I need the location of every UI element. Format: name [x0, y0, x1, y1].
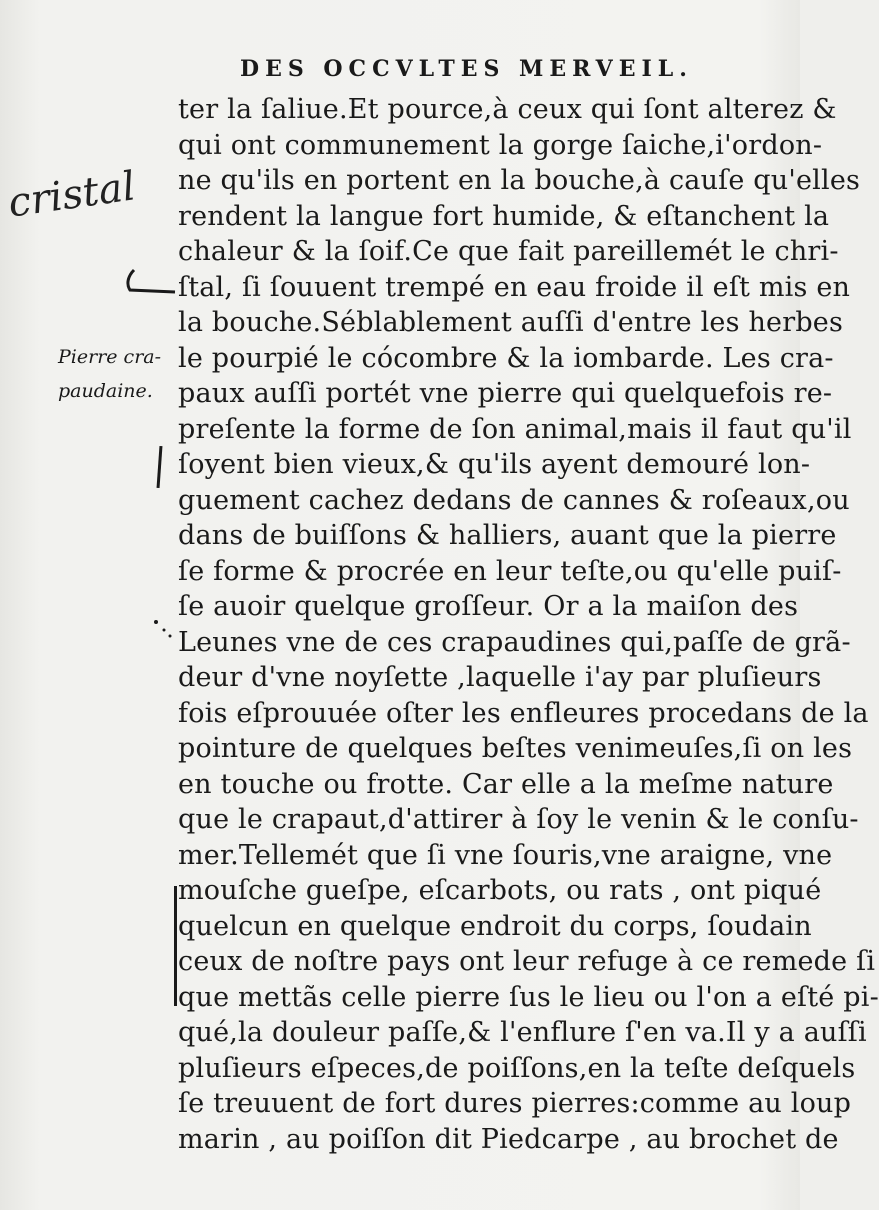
text-line: que le crapaut,d'attirer à ſoy le venin & le conſu- — [178, 804, 859, 835]
text-line: le pourpié le cócombre & la iombarde. Les cra- — [178, 342, 834, 374]
text-line: paux auſſi portét vne pierre qui quelquefois re- — [178, 378, 833, 409]
text-line: deur d'vne noyſette ,laquelle i'ay par pluſieurs — [178, 662, 822, 693]
text-line: en touche ou frotte. Car elle a la meſme nature — [178, 768, 834, 800]
handwritten-mark — [120, 262, 180, 302]
text-line: la bouche.Séblablement auſſi d'entre les herbes — [178, 307, 844, 338]
text-line: pointure de quelques beſtes venimeuſes,ſi on les — [178, 733, 853, 764]
text-line: rendent la langue fort humide, & eſtanchent la — [178, 200, 830, 232]
text-line: quelcun en quelque endroit du corps, ſoudain — [178, 910, 812, 942]
text-line: qué,la douleur paſſe,& l'enflure ſ'en va.Il y a auſſi — [178, 1017, 867, 1048]
margin-vertical-line — [174, 886, 177, 1006]
text-line: ſoyent bien vieux,& qu'ils ayent demouré lon- — [178, 449, 811, 480]
text-line: mer.Tellemét que ſi vne ſouris,vne araigne, vne — [178, 839, 833, 871]
text-line: ter la ſaliue.Et pource,à ceux qui ſont alterez & — [178, 94, 837, 125]
margin-note-line2: paudaine. — [58, 380, 153, 402]
text-line: pluſieurs eſpeces,de poiſſons,en la teſte deſquels — [178, 1052, 856, 1084]
text-line: Leunes vne de ces crapaudines qui,paſſe de grã- — [178, 626, 851, 658]
text-line: qui ont communement la gorge ſaiche,i'ordon- — [178, 129, 823, 161]
text-line: ſe forme & procrée en leur teſte,ou qu'elle puiſ- — [178, 555, 842, 587]
margin-dot-mark — [148, 612, 178, 642]
text-line: ſe treuuent de fort dures pierres:comme au loup — [178, 1088, 852, 1119]
text-line: ſtal, ſi ſouuent trempé en eau froide il eſt mis en — [178, 271, 851, 303]
text-line: chaleur & la ſoif.Ce que fait pareillemét le chri- — [178, 236, 839, 267]
margin-note-line1: Pierre cra- — [58, 346, 162, 368]
text-line: ne qu'ils en portent en la bouche,à cauſe qu'elles — [178, 165, 861, 196]
text-line: preſente la forme de ſon animal,mais il faut qu'il — [178, 413, 852, 445]
text-line: mouſche gueſpe, eſcarbots, ou rats , ont piqué — [178, 875, 822, 906]
text-line: ceux de noſtre pays ont leur refuge à ce remede ſi — [178, 946, 876, 977]
text-line: que mettãs celle pierre ſus le lieu ou l'on a eſté pi- — [178, 981, 879, 1013]
margin-bracket-mark — [157, 446, 163, 488]
body-text — [178, 92, 879, 1157]
text-line: marin , au poiſſon dit Piedcarpe , au brochet de — [178, 1123, 839, 1155]
text-line: fois eſprouuée oſter les enfleures procedans de la — [178, 697, 869, 729]
running-head: DES OCCVLTES MERVEIL. — [240, 56, 693, 82]
text-line: guement cachez dedans de cannes & roſeaux,ou — [178, 484, 850, 516]
text-line: ſe auoir quelque groſſeur. Or a la maiſon des — [178, 591, 799, 622]
handwritten-marginalia: cristal — [5, 163, 139, 227]
text-line: dans de buiſſons & halliers, auant que la pierre — [178, 520, 837, 551]
